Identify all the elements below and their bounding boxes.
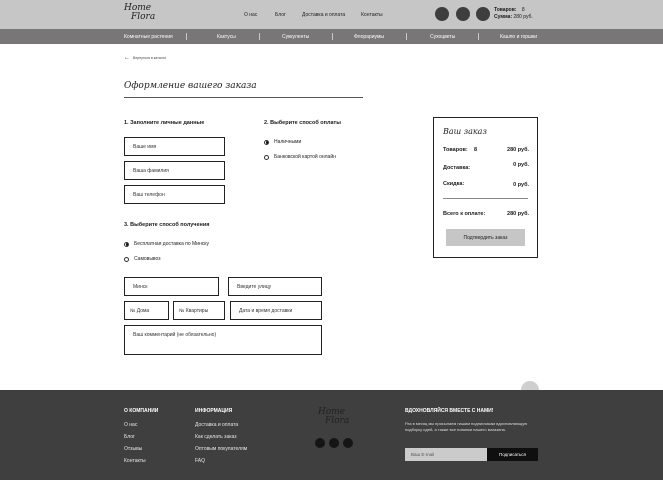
logo-line-2: Flora — [131, 12, 156, 22]
payment-option-card-label: Банковской картой онлайн — [274, 154, 336, 160]
summary-title: Ваш заказ — [443, 127, 487, 136]
footer-link-blog[interactable]: Блог — [124, 434, 135, 440]
delivery-option-pickup[interactable] — [124, 256, 161, 262]
summary-items-label: Товаров: — [443, 147, 468, 153]
search-icon[interactable] — [435, 7, 449, 21]
payment-heading: 2. Выберите способ оплаты — [264, 120, 341, 126]
back-link-label: Вернуться в каталог — [133, 56, 167, 60]
footer-company-heading: О КОМПАНИИ — [124, 408, 159, 414]
subscribe-button[interactable]: Подписаться — [487, 448, 538, 461]
site-footer — [0, 390, 663, 480]
email-input[interactable]: Ваш E-mail — [405, 448, 487, 461]
social-icon-1[interactable] — [315, 438, 325, 448]
summary-divider — [443, 198, 528, 199]
nav-contacts[interactable]: Контакты — [361, 12, 383, 18]
phone-field[interactable]: Ваш телефон — [124, 185, 225, 204]
footer-logo-line-1: Home — [318, 407, 346, 417]
footer-subscribe-text: Раз в месяц мы присылаем нашим подписчикам вдохновляющую подборку идей, а также все новинки нашего магазина. — [405, 421, 528, 432]
cart-icon[interactable] — [476, 7, 490, 21]
footer-subscribe-heading: ВДОХНОВЛЯЙСЯ ВМЕСТЕ С НАМИ! — [405, 408, 494, 414]
house-field[interactable]: № Дома — [124, 301, 169, 320]
footer-link-contacts[interactable]: Контакты — [124, 458, 146, 464]
title-underline — [124, 97, 363, 98]
header-logo[interactable] — [124, 4, 155, 22]
city-field[interactable]: Минск — [124, 277, 219, 296]
footer-link-delivery[interactable]: Доставка и оплата — [195, 422, 239, 428]
summary-delivery-label: Доставка: — [443, 165, 471, 171]
street-field[interactable]: Введите улицу — [228, 277, 322, 296]
category-pots[interactable]: Кашпо и горшки — [500, 33, 538, 40]
category-separator — [259, 33, 260, 40]
category-separator — [478, 33, 479, 40]
summary-total-value: 280 руб. — [507, 211, 529, 217]
radio-icon[interactable] — [264, 155, 269, 160]
delivery-heading: 3. Выберите способ получения — [124, 222, 210, 228]
header-cart-info — [494, 7, 533, 21]
radio-selected-icon[interactable] — [124, 242, 129, 247]
cart-items-value: 8 — [521, 7, 525, 13]
name-field[interactable]: Ваше имя — [124, 137, 225, 156]
summary-delivery-value: 0 руб. — [513, 162, 529, 168]
confirm-order-button[interactable]: Подтвердить заказ — [446, 229, 525, 246]
radio-selected-icon[interactable] — [264, 140, 269, 145]
footer-link-wholesale[interactable]: Оптовым покупателям — [195, 446, 248, 452]
social-icon-2[interactable] — [329, 438, 339, 448]
social-icon-3[interactable] — [343, 438, 353, 448]
category-succulents[interactable]: Суккуленты — [282, 33, 310, 40]
footer-info-heading: ИНФОРМАЦИЯ — [195, 408, 233, 414]
summary-items-count: 8 — [474, 147, 478, 153]
comment-field[interactable]: Ваш комментарий (не обязательно) — [124, 325, 322, 355]
arrow-left-icon: ← — [124, 55, 130, 61]
payment-option-cash[interactable] — [264, 139, 301, 145]
delivery-option-free[interactable] — [124, 241, 209, 247]
category-bar — [0, 29, 663, 44]
back-link[interactable] — [124, 55, 166, 61]
footer-link-about[interactable]: О нас — [124, 422, 138, 428]
footer-logo[interactable] — [318, 408, 349, 426]
surname-field[interactable]: Ваша фамилия — [124, 161, 225, 180]
cart-items-label: Товаров: — [494, 7, 517, 13]
category-florariums[interactable]: Флорариумы — [354, 33, 384, 40]
cart-sum-value: 280 руб. — [513, 14, 533, 20]
nav-delivery[interactable]: Доставка и оплата — [302, 12, 346, 18]
logo-line-1: Home — [124, 3, 152, 13]
delivery-option-pickup-label: Самовывоз — [134, 256, 161, 262]
footer-logo-line-2: Flora — [325, 416, 350, 426]
personal-data-heading: 1. Заполните личные данные — [124, 120, 205, 126]
summary-discount-label: Скидка: — [443, 181, 465, 187]
footer-link-faq[interactable]: FAQ — [195, 458, 206, 464]
payment-option-cash-label: Наличными — [274, 139, 302, 145]
category-houseplants[interactable]: Комнатные растения — [124, 33, 173, 40]
summary-discount-value: 0 руб. — [513, 182, 529, 188]
footer-link-reviews[interactable]: Отзывы — [124, 446, 143, 452]
user-icon[interactable] — [456, 7, 470, 21]
summary-items-sum: 280 руб. — [507, 147, 529, 153]
category-dried-flowers[interactable]: Сухоцветы — [430, 33, 456, 40]
summary-total-label: Всего к оплате: — [443, 211, 486, 217]
radio-icon[interactable] — [124, 257, 129, 262]
category-cacti[interactable]: Кактусы — [217, 33, 236, 40]
payment-option-card[interactable] — [264, 154, 336, 160]
delivery-option-free-label: Бесплатная доставка по Минску — [134, 241, 209, 247]
apartment-field[interactable]: № Квартиры — [173, 301, 225, 320]
page-title: Оформление вашего заказа — [124, 81, 257, 91]
nav-about[interactable]: О нас — [244, 12, 258, 18]
datetime-field[interactable]: Дата и время доставки — [230, 301, 322, 320]
cart-sum-label: Сумма: — [494, 14, 513, 20]
category-separator — [186, 33, 187, 40]
footer-link-how-to-order[interactable]: Как сделать заказ — [195, 434, 237, 440]
category-separator — [406, 33, 407, 40]
category-separator — [332, 33, 333, 40]
nav-blog[interactable]: Блог — [275, 12, 286, 18]
